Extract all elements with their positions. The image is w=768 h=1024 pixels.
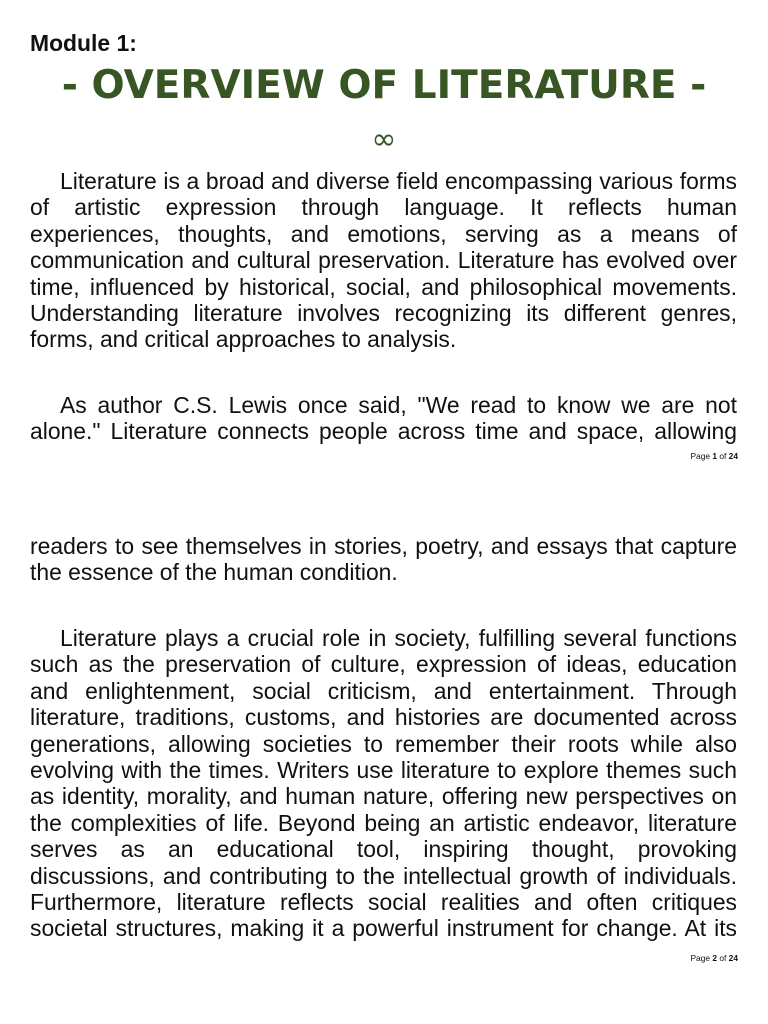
paragraph-line: literature, traditions, customs, and histories are documented across bbox=[30, 704, 737, 731]
paragraph bbox=[30, 392, 737, 445]
footer-page-number: 2 bbox=[712, 953, 718, 963]
infinity-ornament-icon: ∞ bbox=[371, 122, 397, 157]
paragraph-line: as identity, morality, and human nature, offering new perspectives on bbox=[30, 783, 737, 810]
paragraph-line: forms, and critical approaches to analysis. bbox=[30, 326, 457, 353]
footer-separator: of bbox=[719, 451, 727, 461]
paragraph-line: Furthermore, literature reflects social realities and often critiques bbox=[30, 888, 737, 915]
paragraph-line: Literature plays a crucial role in society, fulfilling several functions bbox=[60, 625, 737, 651]
footer-page-total: 24 bbox=[728, 953, 738, 963]
page-footer bbox=[690, 953, 738, 963]
paragraph-continuation bbox=[30, 533, 737, 586]
paragraph-line: and enlightenment, social criticism, and entertainment. Through bbox=[30, 677, 737, 704]
page-footer bbox=[690, 451, 738, 461]
footer-page-number: 1 bbox=[712, 451, 718, 461]
footer-label: Page bbox=[690, 953, 711, 963]
paragraph-line: such as the preservation of culture, expression of ideas, education bbox=[30, 651, 737, 678]
paragraph-line: Literature is a broad and diverse field encompassing various forms bbox=[60, 168, 737, 194]
footer-label: Page bbox=[690, 451, 711, 461]
paragraph-line: Understanding literature involves recognizing its different genres, bbox=[30, 299, 737, 326]
footer-separator: of bbox=[719, 953, 727, 963]
paragraph-line: time, influenced by historical, social, and philosophical movements. bbox=[30, 273, 737, 300]
paragraph bbox=[30, 168, 737, 353]
paragraph-line: generations, allowing societies to remember their roots while also bbox=[30, 730, 737, 757]
paragraph-line: discussions, and contributing to the intellectual growth of individuals. bbox=[30, 862, 737, 889]
paragraph-line: the complexities of life. Beyond being an artistic endeavor, literature bbox=[30, 809, 737, 836]
paragraph-line: As author C.S. Lewis once said, "We read to know we are not bbox=[60, 392, 737, 418]
paragraph-line: readers to see themselves in stories, poetry, and essays that capture bbox=[30, 533, 737, 559]
document-title: - OVERVIEW OF LITERATURE - bbox=[61, 63, 707, 108]
paragraph-line: communication and cultural preservation. Literature has evolved over bbox=[30, 247, 737, 274]
paragraph-line: of artistic expression through language. It reflects human bbox=[30, 194, 737, 221]
paragraph-line: the essence of the human condition. bbox=[30, 559, 398, 586]
page-1 bbox=[0, 0, 768, 490]
paragraph bbox=[30, 625, 737, 942]
footer-page-total: 24 bbox=[728, 451, 738, 461]
page-2 bbox=[0, 490, 768, 1024]
paragraph-line: societal structures, making it a powerful instrument for change. At its bbox=[30, 915, 737, 942]
paragraph-line: alone." Literature connects people across time and space, allowing bbox=[30, 418, 737, 445]
paragraph-line: experiences, thoughts, and emotions, serving as a means of bbox=[30, 220, 737, 247]
paragraph-line: serves as an educational tool, inspiring thought, provoking bbox=[30, 836, 737, 863]
paragraph-line: evolving with the times. Writers use literature to explore themes such bbox=[30, 756, 737, 783]
module-label: Module 1: bbox=[30, 30, 137, 56]
